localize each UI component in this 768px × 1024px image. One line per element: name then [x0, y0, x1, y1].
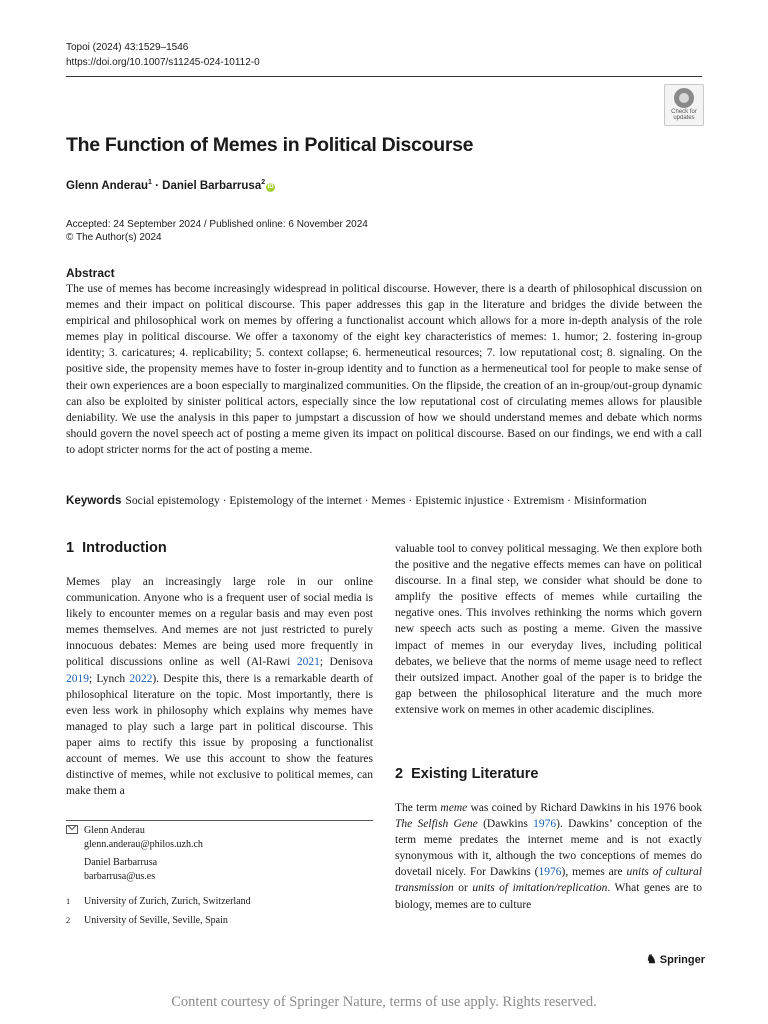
lit-text-b: was coined by Richard Dawkins in his 1976 book	[467, 802, 702, 814]
journal-header	[66, 40, 260, 70]
keywords-line	[66, 494, 647, 507]
affiliation-1	[66, 895, 251, 913]
section-1-title: Introduction	[82, 540, 167, 556]
email-link-2[interactable]: barbarrusa@us.es	[84, 871, 156, 882]
lit-text-e: ), memes are	[561, 866, 627, 879]
intro-text-4: ). Despite this, there is a remarkable dearth of philosophical literature on the topic. Most importantly, there is even less work in philosophy which explains why memes have managed to play such a large part in political discourse. This paper aims to rectify this issue by proposing a functionalist account of memes. We use this account to show the features distinctive of memes, while not exclusive to political memes, can make them a	[66, 672, 373, 798]
courtesy-watermark: Content courtesy of Springer Nature, terms of use apply. Rights reserved.	[171, 994, 597, 1010]
article-title: The Function of Memes in Political Discourse	[66, 134, 474, 156]
intro-continued-paragraph: valuable tool to convey political messaging. We then explore both the positive and the negative effects memes can have on political discourse. In a final step, we consider what should be done to amplify the positive effects of memes while curtailing the negative ones. This involves rethinking the norms which govern new speech acts such as posting a meme. Given the massive impact of memes in our everyday lives, including political debates, we believe that the norms of meme usage need to reflect their outsized impact. Another goal of the paper is to bridge the gap between the philosophical literature and the much more extensive work on memes in other academic disciplines.	[395, 543, 702, 716]
check-updates-line2: updates	[673, 115, 695, 121]
publisher-name: Springer	[659, 954, 705, 966]
envelope-icon	[66, 825, 78, 834]
check-updates-line1: Check for	[671, 109, 697, 115]
section-1-heading	[66, 540, 373, 556]
intro-text-1: Memes play an increasingly large role in our online communication. Anyone who is a frequent user of social media is likely to encounter memes on a regular basis and may even post memes themselves. And memes are not just restricted to purely innocuous debates: Memes are being used more frequently in political discussions online as well (Al-Rawi	[66, 576, 373, 669]
footnote-author-2: Daniel Barbarrusa	[84, 857, 158, 868]
section-2-number: 2	[395, 766, 404, 782]
citation-link[interactable]: 2019	[66, 672, 89, 685]
author-1-affiliation-mark: 1	[148, 179, 152, 186]
journal-citation: Topoi (2024) 43:1529–1546	[66, 42, 189, 53]
author-list	[66, 179, 275, 192]
footnote-rule	[66, 820, 373, 821]
citation-link[interactable]: 2021	[296, 656, 320, 669]
lit-book-title: The Selfish Gene	[395, 818, 478, 831]
footnote-author-1: Glenn Anderau	[84, 825, 145, 836]
lit-text-d: ). Dawkins’ conception of the term meme predates the internet meme and is not exactly synonymous with it, although the two conceptions of memes do dovetail nicely. For Dawkins (	[395, 818, 702, 879]
author-2-affiliation-mark: 2	[261, 179, 266, 186]
section-2-title: Existing Literature	[411, 766, 539, 782]
doi-link[interactable]: https://doi.org/10.1007/s11245-024-10112-0	[66, 57, 260, 68]
publication-dates	[66, 218, 368, 244]
lit-text-c: (Dawkins	[477, 818, 534, 831]
lit-term-meme: meme	[440, 802, 468, 814]
affiliation-2-text: University of Seville, Seville, Spain	[84, 915, 228, 926]
lit-italic-1: units of cultural transmission	[395, 866, 702, 895]
keywords-list: Social epistemology · Epistemology of the internet · Memes · Epistemic injustice · Extremism · Misinformation	[125, 494, 647, 507]
springer-horse-icon: ♞	[646, 952, 657, 966]
intro-text-2: ; Denisova	[319, 656, 373, 669]
author-2-name[interactable]: Daniel Barbarrusa	[162, 179, 262, 192]
lit-text-f: or	[453, 882, 473, 895]
citation-link[interactable]: 1976	[533, 818, 557, 831]
email-link-1[interactable]: glenn.anderau@philos.uzh.ch	[84, 839, 203, 850]
affiliation-2-number: 2	[66, 916, 71, 925]
citation-link[interactable]: 1976	[538, 866, 562, 879]
springer-logo	[646, 952, 705, 966]
abstract-heading: Abstract	[66, 266, 115, 280]
section-2-heading	[395, 766, 702, 782]
author-separator: ·	[151, 179, 163, 192]
check-updates-icon	[674, 88, 694, 108]
section-1-number: 1	[66, 540, 75, 556]
header-rule	[66, 76, 702, 77]
affiliation-1-number: 1	[66, 897, 71, 906]
lit-text-g: . What genes are to biology, memes are to culture	[395, 882, 702, 911]
citation-link[interactable]: 2022	[129, 672, 153, 685]
lit-italic-2: units of imitation/replication	[472, 882, 608, 895]
dates-line: Accepted: 24 September 2024 / Published online: 6 November 2024	[66, 219, 368, 230]
keywords-label: Keywords	[66, 494, 122, 507]
affiliation-2	[66, 914, 228, 932]
literature-paragraph	[395, 800, 702, 913]
copyright-line: © The Author(s) 2024	[66, 232, 162, 243]
abstract-body: The use of memes has become increasingly widespread in political discourse. However, there is a dearth of philosophical discussion on memes and their impact on political discourse. This paper addresses this gap in the literature and bridges the divide between the empirical and philosophical work on memes by offering a functionalist account which allows for a more in-depth analysis of the role memes play in political discourse. We offer a taxonomy of the eight key characteristics of memes: 1. humor; 2. fostering in-group identity; 3. caricatures; 4. replicability; 5. context collapse; 6. hermeneutical resources; 7. low reputational cost; 8. signaling. On the positive side, the propensity memes have to foster in-group identity and to function as a hermeneutical tool for people to make sense of their own experiences are a boon especially to marginalized communities. On the flipside, the creation of an in-group/out-group dynamic can also be exploited by sinister political actors, especially since the low reputational cost of circulating memes allows for plausible deniability. We use the analysis in this paper to jumpstart a discussion of how we should understand memes and debate which norms should govern the novel speech act of posting a meme given its impact on political discourse. Based on our findings, we end with a call to adopt stricter norms for the act of posting a meme.	[66, 282, 702, 456]
author-emails	[84, 824, 203, 884]
correspondence-block	[66, 825, 78, 840]
intro-text-3: ; Lynch	[89, 672, 130, 685]
affiliation-1-text: University of Zurich, Zurich, Switzerland	[84, 896, 251, 907]
check-for-updates-badge[interactable]	[664, 84, 704, 126]
intro-paragraph	[66, 574, 373, 799]
orcid-icon[interactable]: iD	[267, 183, 274, 190]
author-1-name[interactable]: Glenn Anderau	[66, 179, 148, 192]
lit-text-a: The term	[395, 802, 441, 814]
